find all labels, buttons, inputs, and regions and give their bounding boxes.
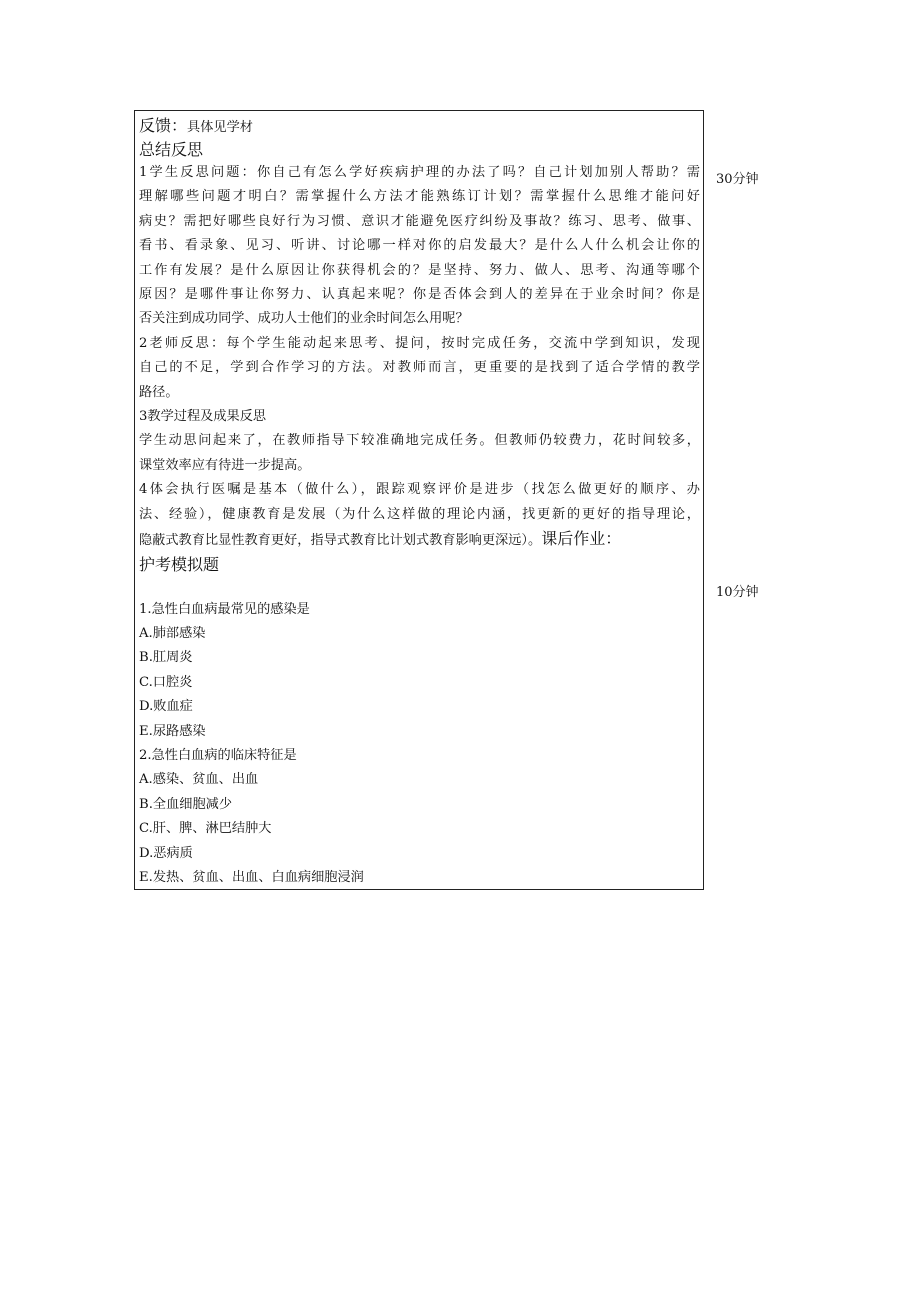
question-option: B.全血细胞减少 [139,796,233,812]
homework-title: 护考模拟题 [139,554,220,574]
student-reflection-line: 理解哪些问题才明白？需掌握什么方法才能熟练订计划？需掌握什么思维才能问好 [139,189,700,205]
question-option: C.口腔炎 [139,674,193,690]
question-2 [139,744,700,890]
question-option: E.尿路感染 [139,723,206,739]
question-stem: 1.急性白血病最常见的感染是 [139,601,310,617]
student-reflection-line: 工作有发展？是什么原因让你获得机会的？是坚持、努力、做人、思考、沟通等哪个 [139,262,700,278]
question-option: A.肺部感染 [139,625,206,641]
student-reflection-line: 看书、看录象、见习、听讲、讨论哪一样对你的启发最大？是什么人什么机会让你的 [139,238,700,254]
duration-second: 10分钟 [716,585,759,600]
process-reflection-line: 学生动思问起来了，在教师指导下较准确地完成任务。但教师仍较费力，花时间较多， [139,433,700,449]
teacher-reflection-line: 路径。 [139,384,179,400]
question-stem: 2.急性白血病的临床特征是 [139,747,297,763]
lesson-table-cell [134,110,704,890]
process-reflection-title: 3教学过程及成果反思 [139,409,267,425]
process-reflection-line: 课堂效率应有待进一步提高。 [139,457,311,473]
execution-reflection-line: 法、经验），健康教育是发展（为什么这样做的理论内涵，找更新的更好的指导理论， [139,506,700,522]
student-reflection-line: 病史？需把好哪些良好行为习惯、意识才能避免医疗纠纷及事故？练习、思考、做事、 [139,213,700,229]
question-option: B.肛周炎 [139,650,193,666]
teacher-reflection-line: 2老师反思：每个学生能动起来思考、提问，按时完成任务，交流中学到知识，发现 [139,335,700,351]
feedback-label: 反馈： [139,116,188,135]
student-reflection [139,161,700,332]
execution-reflection [139,478,700,553]
question-option: E.发热、贫血、出血、白血病细胞浸润 [139,869,364,885]
feedback-line [139,115,700,139]
blank-spacer [139,576,700,598]
question-option: D.恶病质 [139,845,193,861]
execution-reflection-line [139,527,700,553]
summary-title: 总结反思 [139,140,204,159]
homework-label: 课后作业： [541,529,622,549]
execution-reflection-last: 隐蔽式教育比显性教育更好，指导式教育比计划式教育影响更深远）。 [139,533,542,549]
teacher-reflection [139,332,700,405]
feedback-value: 具体见学材 [187,120,253,135]
question-option: D.败血症 [139,699,193,715]
student-reflection-line: 否关注到成功同学、成功人士他们的业余时间怎么用呢？ [139,311,469,327]
question-option: C.肝、脾、淋巴结肿大 [139,821,272,837]
question-1 [139,598,700,744]
duration-first: 30分钟 [716,172,759,187]
teacher-reflection-line: 自己的不足，学到合作学习的方法。对教师而言，更重要的是找到了适合学情的教学 [139,360,700,376]
student-reflection-line: 原因？是哪件事让你努力、认真起来呢？你是否体会到人的差异在于业余时间？你是 [139,287,700,303]
execution-reflection-line: 4体会执行医嘱是基本（做什么），跟踪观察评价是进步（找怎么做更好的顺序、办 [139,482,700,498]
process-reflection [139,405,700,478]
student-reflection-line: 1学生反思问题：你自己有怎么学好疾病护理的办法了吗？自己计划加别人帮助？需 [139,165,700,180]
question-option: A.感染、贫血、出血 [139,772,259,788]
